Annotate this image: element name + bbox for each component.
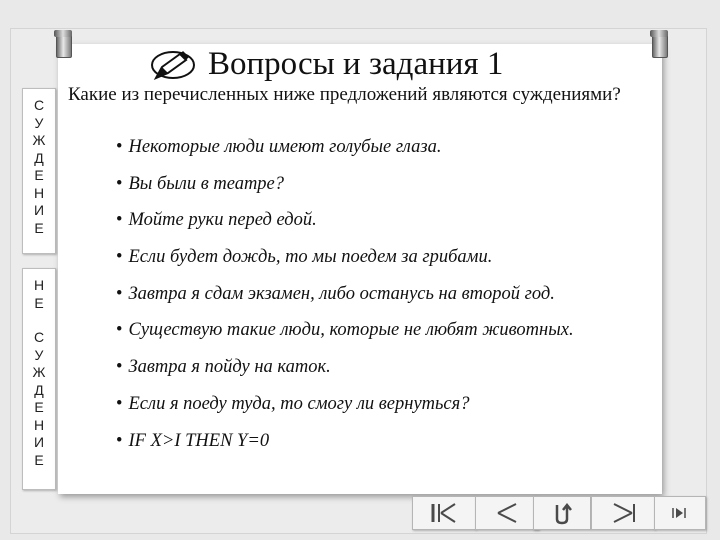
list-item-text: Завтра я сдам экзамен, либо останусь на второй год. [128, 283, 555, 304]
list-item [116, 352, 574, 389]
bullet-icon: • [116, 247, 123, 268]
previous-slide-button[interactable] [475, 496, 539, 530]
tab-letter: И [33, 434, 45, 450]
tab-letter: Е [34, 219, 44, 236]
list-item-text: Если я поеду туда, то смогу ли вернуться? [128, 393, 470, 414]
list-item-text: Некоторые люди имеют голубые глаза. [128, 137, 442, 157]
tab-letter: С [33, 329, 45, 345]
tab-letter: Е [34, 294, 44, 311]
list-item [116, 169, 574, 206]
bullet-icon: • [116, 320, 123, 341]
side-tab-ne-suzhdenie [22, 268, 56, 490]
question-text: Какие из перечисленных ниже предложений являются суждениями? [68, 84, 621, 105]
list-item-text: Вы были в театре? [128, 173, 285, 194]
tab-letter: Ж [32, 132, 46, 148]
bullet-icon: • [116, 357, 123, 378]
pin-icon [652, 32, 668, 58]
pin-icon [56, 32, 72, 58]
list-item [116, 279, 574, 316]
list-item [116, 205, 574, 242]
first-slide-icon [427, 502, 461, 524]
bullet-icon: • [116, 430, 123, 451]
previous-slide-icon [490, 502, 524, 524]
return-button[interactable] [533, 496, 591, 530]
next-slide-button[interactable] [591, 496, 655, 530]
list-item-text: Существую такие люди, которые не любят животных. [128, 320, 574, 341]
tab-letter: Н [33, 184, 45, 201]
list-item-text: Завтра я пойду на каток. [128, 357, 331, 378]
list-item [116, 389, 574, 426]
pencil-icon [150, 48, 196, 80]
tab-letter: С [33, 97, 45, 113]
end-show-button[interactable] [654, 496, 706, 530]
list-item [116, 426, 574, 463]
slide-title-text: Вопросы и задания 1 [208, 45, 504, 82]
tab-letter: У [34, 346, 44, 363]
tab-letter: Е [34, 451, 44, 468]
list-item-text: IF X>I THEN Y=0 [128, 430, 270, 451]
tab-letter: Е [34, 399, 44, 415]
list-item [116, 315, 574, 352]
bullet-icon: • [116, 210, 123, 231]
end-show-icon [665, 502, 695, 524]
bullet-icon: • [116, 393, 123, 414]
bullet-icon: • [116, 173, 123, 194]
tab-letter: У [34, 114, 44, 131]
next-slide-icon [606, 502, 640, 524]
slide-title [150, 44, 503, 84]
tab-letter: Е [34, 167, 44, 183]
tab-letter: Ж [32, 364, 46, 380]
return-icon [547, 501, 577, 525]
tab-letter: И [33, 202, 45, 218]
tab-letter: Н [33, 277, 45, 293]
tab-letter: Н [33, 416, 45, 433]
first-slide-button[interactable] [412, 496, 476, 530]
side-tab-suzhdenie [22, 88, 56, 254]
statement-list [116, 132, 574, 462]
tab-letter: Д [34, 381, 44, 398]
list-item-text: Мойте руки перед едой. [128, 210, 317, 231]
bullet-icon: • [116, 137, 123, 157]
list-item-text: Если будет дождь, то мы поедем за грибами. [128, 247, 493, 268]
list-item [116, 242, 574, 279]
list-item [116, 132, 574, 169]
bullet-icon: • [116, 283, 123, 304]
tab-letter: Д [34, 149, 44, 166]
